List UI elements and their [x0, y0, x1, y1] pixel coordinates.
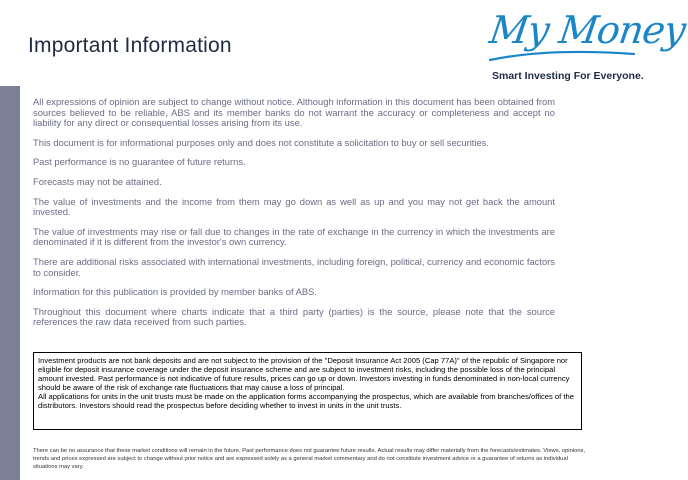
- disclaimer-paragraph: There are additional risks associated with international investments, including foreign, political, currency and economic factors to consider.: [33, 255, 555, 278]
- notice-paragraph: All applications for units in the unit trusts must be made on the application forms accompanying the prospectus, which are available from branches/offices of the distributors. Investors should read the prospectus before deciding whether to invest in units in the unit trusts.: [38, 392, 574, 411]
- disclaimer-paragraph: Throughout this document where charts indicate that a third party (parties) is the source, please note that the source references the raw data received from such parties.: [33, 305, 555, 328]
- disclaimer-paragraph: The value of investments and the income from them may go down as well as up and you may not get back the amount invested.: [33, 195, 555, 218]
- disclaimer-paragraph: Past performance is no guarantee of future returns.: [33, 156, 246, 168]
- disclaimer-body: [33, 97, 555, 337]
- disclaimer-paragraph: Information for this publication is provided by member banks of ABS.: [33, 286, 317, 298]
- my-money-logo: [486, 8, 688, 86]
- page-title: Important Information: [28, 34, 232, 57]
- disclaimer-paragraph: Forecasts may not be attained.: [33, 175, 162, 187]
- left-accent-bar: [0, 86, 20, 480]
- logo-wordmark: My Money: [486, 8, 688, 52]
- disclaimer-paragraph: This document is for informational purposes only and does not constitute a solicitation to buy or sell securities.: [33, 136, 489, 148]
- logo-tagline: Smart Investing For Everyone.: [492, 70, 644, 82]
- deposit-insurance-notice-box: [33, 352, 582, 430]
- disclaimer-paragraph: All expressions of opinion are subject to change without notice. Although information in this document has been obtained from sources believed to be reliable, ABS and its member banks do not warrant the accuracy or completeness and accept no liability for any direct or consequential losses arising from its use.: [33, 96, 555, 129]
- logo-swoosh-icon: [488, 46, 638, 68]
- footnote-disclaimer: There can be no assurance that these market conditions will remain in the future. Past performance does not guarantee future results. Actual results may differ materially from the forecasts/estimates. Views, opinions, trends and prices expressed are subject to change without prior notice and are expressed solely as a general market commentary and do not constitute investment advice or a guarantee of returns as individual situations may vary.: [33, 448, 586, 470]
- notice-paragraph: Investment products are not bank deposits and are not subject to the provision of the "Deposit Insurance Act 2005 (Cap 77A)" of the republic of Singapore nor eligible for deposit insurance coverage under the deposit insurance scheme and are subject to investment risks, including the possible loss of the principal amount invested. Past performance is not indicative of future results, prices can go up or down. Investors investing in funds denominated in non-local currency should be aware of the risk of exchange rate fluctuations that may cause a loss of principal.: [38, 356, 570, 393]
- disclaimer-paragraph: The value of investments may rise or fall due to changes in the rate of exchange in the currency in which the investments are denominated if it is different from the investor's own currency.: [33, 225, 555, 248]
